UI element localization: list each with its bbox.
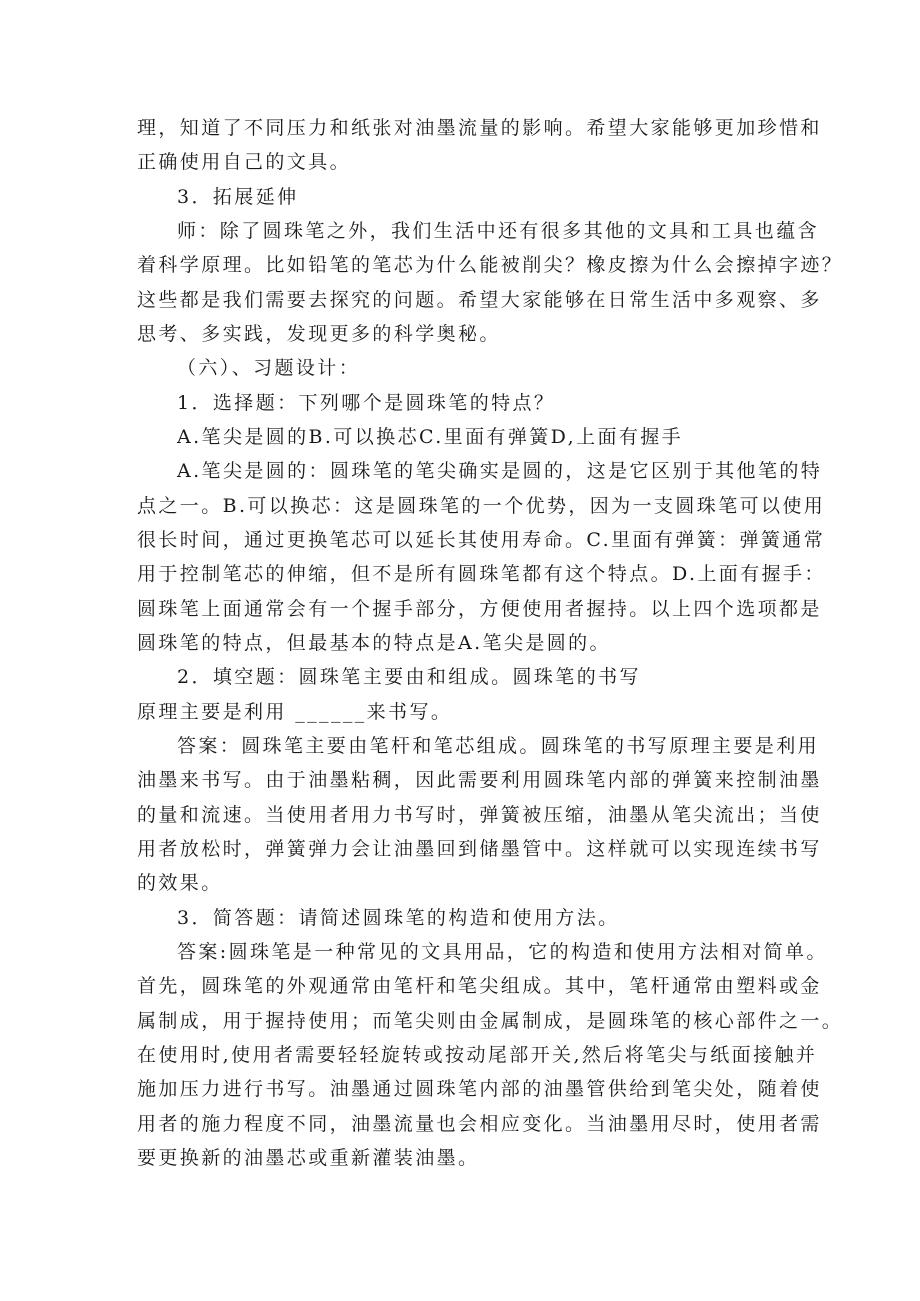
section-heading-extension: 3．拓展延伸 (177, 186, 299, 208)
answer-2-line-3: 的量和流速。当使用者用力书写时，弹簧被压缩，油墨从笔尖流出；当使 (137, 804, 822, 826)
text-line-intro-2: 正确使用自己的文具。 (137, 151, 352, 173)
section-heading-exercises: （六）、习题设计： (177, 357, 361, 379)
answer-3-line-5: 施加压力进行书写。油墨通过圆珠笔内部的油墨管供给到笔尖处，随着使 (137, 1078, 822, 1100)
text-line-intro-1: 理，知道了不同压力和纸张对油墨流量的影响。希望大家能够更加珍惜和 (137, 117, 822, 139)
answer-1-line-2: 点之一。B.可以换芯：这是圆珠笔的一个优势，因为一支圆珠笔可以使用 (137, 495, 826, 517)
answer-3-line-4: 在使用时,使用者需要轻轻旋转或按动尾部开关,然后将笔尖与纸面接触并 (137, 1044, 818, 1066)
answer-2-line-2: 油墨来书写。由于油墨粘稠，因此需要利用圆珠笔内部的弹簧来控制油墨 (137, 769, 822, 791)
answer-3-line-2: 首先，圆珠笔的外观通常由笔杆和笔尖组成。其中，笔杆通常由塑料或金 (137, 975, 822, 997)
answer-1-line-5: 圆珠笔上面通常会有一个握手部分，方便使用者握持。以上四个选项都是 (137, 598, 822, 620)
question-1-title: 1．选择题：下列哪个是圆珠笔的特点？ (177, 392, 556, 414)
answer-2-line-1: 答案：圆珠笔主要由笔杆和笔芯组成。圆珠笔的书写原理主要是利用 (177, 735, 820, 757)
text-line-extension-4: 思考、多实践，发现更多的科学奥秘。 (137, 323, 501, 345)
answer-1-line-3: 很长时间，通过更换笔芯可以延长其使用寿命。C.里面有弹簧：弹簧通常 (137, 529, 826, 551)
answer-3-line-7: 要更换新的油墨芯或重新灌装油墨。 (137, 1147, 480, 1169)
question-1-options: A.笔尖是圆的B.可以换芯C.里面有弹簧D,上面有握手 (177, 426, 684, 448)
answer-1-line-4: 用于控制笔芯的伸缩，但不是所有圆珠笔都有这个特点。D.上面有握手： (137, 563, 826, 585)
answer-3-line-3: 属制成，用于握持使用；而笔尖则由金属制成，是圆珠笔的核心部件之一。 (137, 1010, 844, 1032)
text-line-extension-3: 这些都是我们需要去探究的问题。希望大家能够在日常生活中多观察、多 (137, 289, 822, 311)
answer-3-line-1: 答案:圆珠笔是一种常见的文具用品，它的构造和使用方法相对简单。 (177, 941, 828, 963)
text-line-extension-2: 着科学原理。比如铅笔的笔芯为什么能被削尖？橡皮擦为什么会擦掉字迹？ (137, 254, 844, 276)
answer-2-line-4: 用者放松时，弹簧弹力会让油墨回到储墨管中。这样就可以实现连续书写 (137, 838, 822, 860)
question-2-blank-line: 原理主要是利用 ______来书写。 (137, 701, 453, 723)
answer-3-line-6: 用者的施力程度不同，油墨流量也会相应变化。当油墨用尽时，使用者需 (137, 1113, 822, 1135)
question-3-title: 3．简答题：请简述圆珠笔的构造和使用方法。 (177, 907, 620, 929)
answer-2-line-5: 的效果。 (137, 872, 223, 894)
question-2-title: 2．填空题：圆珠笔主要由和组成。圆珠笔的书写 (177, 666, 641, 688)
text-line-extension-1: 师：除了圆珠笔之外，我们生活中还有很多其他的文具和工具也蕴含 (177, 220, 820, 242)
answer-1-line-1: A.笔尖是圆的：圆珠笔的笔尖确实是圆的，这是它区别于其他笔的特 (177, 460, 823, 482)
answer-1-line-6: 圆珠笔的特点，但最基本的特点是A.笔尖是圆的。 (137, 632, 611, 654)
